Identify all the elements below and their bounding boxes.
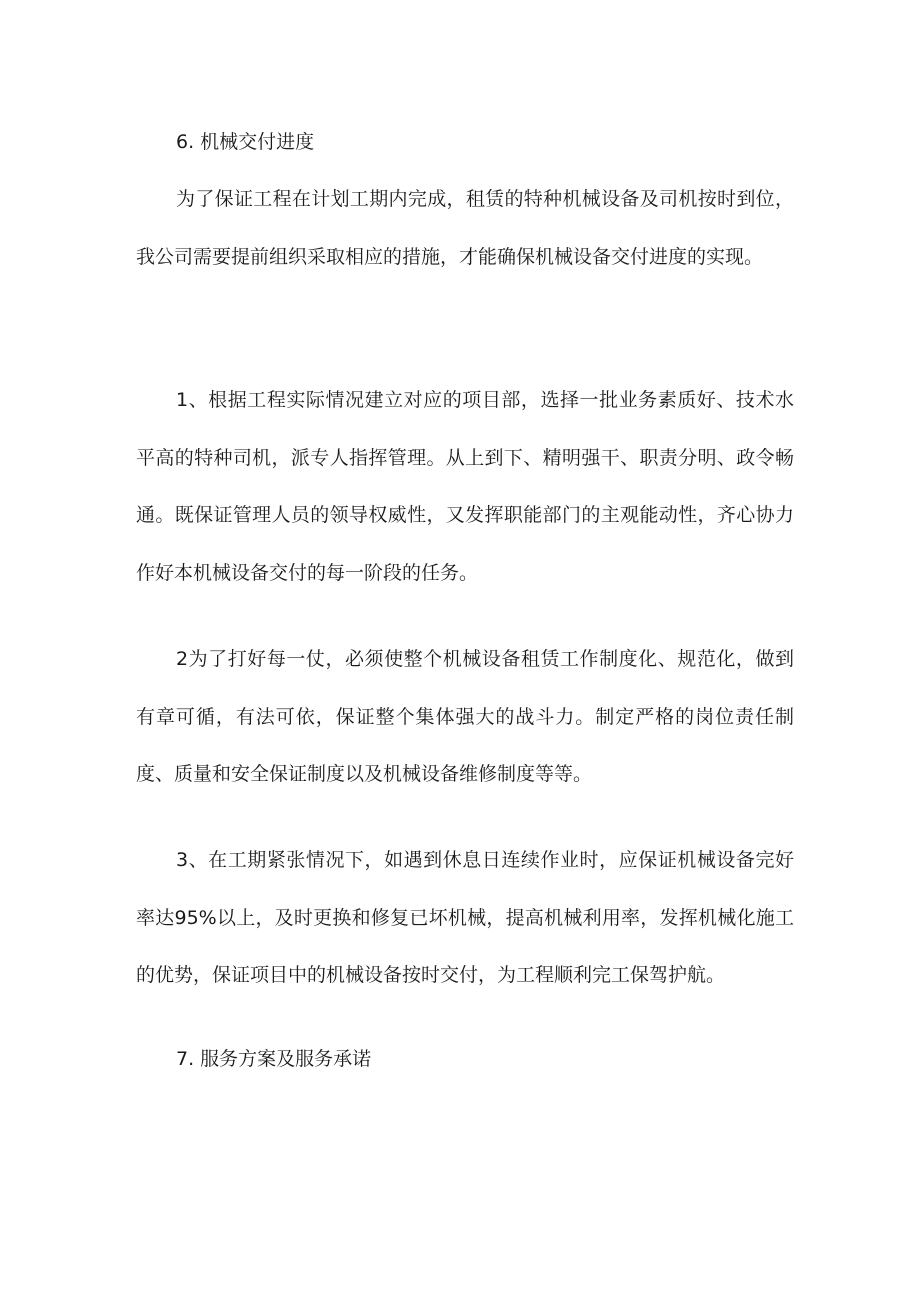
section-6-heading: 6. 机械交付进度 bbox=[176, 131, 315, 153]
list-item-3: 3、在工期紧张情况下，如遇到休息日连续作业时，应保证机械设备完好率达95%以上，及时更换和修复已坏机械，提高机械利用率，发挥机械化施工的优势，保证项目中的机械设备按时交付，为工程顺利完工保驾护航。 bbox=[136, 849, 794, 986]
list-item-2: 2为了打好每一仗，必须使整个机械设备租赁工作制度化、规范化，做到有章可循，有法可依，保证整个集体强大的战斗力。制定严格的岗位责任制度、质量和安全保证制度以及机械设备维修制度等等。 bbox=[136, 648, 794, 785]
section-7-heading: 7. 服务方案及服务承诺 bbox=[176, 1048, 372, 1070]
intro-paragraph: 为了保证工程在计划工期内完成，租赁的特种机械设备及司机按时到位，我公司需要提前组织采取相应的措施，才能确保机械设备交付进度的实现。 bbox=[136, 188, 794, 268]
list-item-1: 1、根据工程实际情况建立对应的项目部，选择一批业务素质好、技术水平高的特种司机，派专人指挥管理。从上到下、精明强干、职责分明、政令畅通。既保证管理人员的领导权威性，又发挥职能部门的主观能动性，齐心协力作好本机械设备交付的每一阶段的任务。 bbox=[136, 389, 794, 584]
